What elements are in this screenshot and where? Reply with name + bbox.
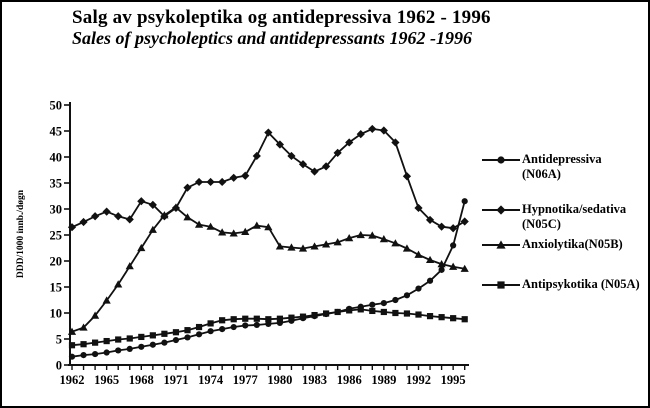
square-marker-icon [288, 315, 294, 321]
diamond-marker-icon [103, 208, 111, 216]
x-tick-label: 1971 [163, 373, 189, 387]
circle-marker-icon [196, 331, 202, 337]
square-marker-icon [392, 310, 398, 316]
square-marker-icon [358, 306, 364, 312]
square-marker-icon [265, 316, 271, 322]
square-marker-icon [242, 316, 248, 322]
square-marker-icon [219, 317, 225, 323]
x-tick-label: 1968 [128, 373, 154, 387]
circle-marker-icon [497, 156, 504, 163]
circle-marker-icon [184, 334, 190, 340]
diamond-marker-icon [183, 184, 191, 192]
diamond-marker-icon [114, 212, 122, 220]
circle-marker-icon [381, 300, 387, 306]
y-tick-label: 5 [55, 332, 62, 347]
square-marker-icon [92, 340, 98, 346]
diamond-marker-icon [368, 125, 376, 133]
circle-marker-icon [115, 347, 121, 353]
square-marker-icon [208, 320, 214, 326]
y-tick-label: 35 [49, 176, 62, 191]
circle-marker-icon [92, 351, 98, 357]
square-marker-icon [311, 312, 317, 318]
circle-marker-icon [104, 349, 110, 355]
chart-subtitle: Sales of psycholeptics and antidepressants 1962 -1996 [72, 28, 473, 48]
y-tick-label: 40 [49, 150, 62, 165]
legend-label-antipsykotika: Antipsykotika (N05A) [522, 277, 640, 291]
legend-diamond-marker-icon [482, 204, 520, 216]
x-tick-label: 1995 [440, 373, 466, 387]
square-marker-icon [415, 311, 421, 317]
y-tick-label: 20 [49, 254, 62, 269]
square-marker-icon [184, 327, 190, 333]
legend-triangle-marker-icon [482, 239, 520, 251]
chart-legend [482, 152, 648, 292]
circle-marker-icon [450, 242, 456, 248]
circle-marker-icon [427, 278, 433, 284]
square-marker-icon [497, 281, 504, 288]
y-tick-label: 15 [49, 280, 62, 295]
circle-marker-icon [208, 328, 214, 334]
series-antipsykotika [69, 306, 468, 348]
square-marker-icon [196, 324, 202, 330]
x-tick-label: 1992 [406, 373, 431, 387]
x-tick-label: 1989 [371, 373, 397, 387]
square-marker-icon [127, 335, 133, 341]
chart-title: Salg av psykoleptika og antidepressiva 1962 - 1996 [72, 7, 491, 28]
diamond-marker-icon [310, 167, 318, 175]
square-marker-icon [115, 336, 121, 342]
y-tick-label: 25 [49, 228, 62, 243]
legend-item-antipsykotika [482, 277, 648, 292]
square-marker-icon [381, 309, 387, 315]
diamond-marker-icon [461, 217, 469, 225]
square-marker-icon [138, 334, 144, 340]
diamond-marker-icon [241, 172, 249, 180]
square-marker-icon [173, 329, 179, 335]
circle-marker-icon [462, 198, 468, 204]
series-hypnotika-sedativa [68, 125, 469, 233]
circle-marker-icon [150, 342, 156, 348]
circle-marker-icon [219, 326, 225, 332]
y-axis-title: DDD/1000 innb./døgn [16, 189, 26, 279]
circle-marker-icon [80, 352, 86, 358]
circle-marker-icon [173, 337, 179, 343]
circle-marker-icon [138, 344, 144, 350]
circle-marker-icon [404, 292, 410, 298]
circle-marker-icon [161, 340, 167, 346]
diamond-marker-icon [230, 174, 238, 182]
diamond-marker-icon [218, 178, 226, 186]
diamond-marker-icon [403, 172, 411, 180]
square-marker-icon [323, 310, 329, 316]
square-marker-icon [427, 313, 433, 319]
y-tick-label: 0 [55, 358, 62, 373]
x-tick-label: 1986 [336, 373, 362, 387]
square-marker-icon [254, 316, 260, 322]
square-marker-icon [300, 314, 306, 320]
x-tick-label: 1962 [59, 373, 85, 387]
circle-marker-icon [254, 322, 260, 328]
square-marker-icon [369, 308, 375, 314]
y-tick-label: 10 [49, 306, 62, 321]
triangle-marker-icon [195, 221, 203, 228]
circle-marker-icon [231, 324, 237, 330]
square-marker-icon [335, 309, 341, 315]
diamond-marker-icon [79, 218, 87, 226]
diamond-marker-icon [496, 205, 505, 214]
square-marker-icon [104, 338, 110, 344]
diamond-marker-icon [91, 212, 99, 220]
y-tick-label: 45 [49, 124, 62, 139]
legend-circle-marker-icon [482, 154, 520, 166]
x-tick-label: 1977 [232, 373, 258, 387]
legend-square-marker-icon [482, 279, 520, 291]
square-marker-icon [462, 316, 468, 322]
circle-marker-icon [369, 302, 375, 308]
square-marker-icon [69, 342, 75, 348]
x-tick-label: 1974 [198, 373, 224, 387]
x-tick-label: 1965 [94, 373, 120, 387]
diamond-marker-icon [253, 152, 261, 160]
legend-label-anxiolytika: Anxiolytika(N05B) [522, 237, 623, 251]
legend-item-anxiolytika [482, 237, 648, 252]
legend-item-antidepressiva [482, 152, 648, 182]
legend-label-hypnotika-sedativa: Hypnotika/sedativa (N05C) [522, 202, 627, 231]
x-tick-label: 1980 [267, 373, 293, 387]
square-marker-icon [346, 307, 352, 313]
diamond-marker-icon [438, 223, 446, 231]
legend-item-hypnotika-sedativa [482, 202, 648, 232]
y-tick-label: 30 [49, 202, 62, 217]
circle-marker-icon [392, 297, 398, 303]
square-marker-icon [150, 332, 156, 338]
diamond-marker-icon [207, 178, 215, 186]
legend-label-antidepressiva: Antidepressiva (N06A) [522, 152, 602, 181]
square-marker-icon [450, 315, 456, 321]
circle-marker-icon [69, 354, 75, 360]
circle-marker-icon [127, 346, 133, 352]
circle-marker-icon [439, 267, 445, 273]
square-marker-icon [80, 341, 86, 347]
square-marker-icon [161, 331, 167, 337]
square-marker-icon [439, 314, 445, 320]
x-tick-label: 1983 [302, 373, 328, 387]
square-marker-icon [404, 310, 410, 316]
triangle-marker-icon [414, 251, 422, 258]
square-marker-icon [231, 316, 237, 322]
circle-marker-icon [415, 285, 421, 291]
square-marker-icon [277, 316, 283, 322]
circle-marker-icon [242, 322, 248, 328]
y-tick-label: 50 [49, 98, 62, 113]
diamond-marker-icon [195, 178, 203, 186]
